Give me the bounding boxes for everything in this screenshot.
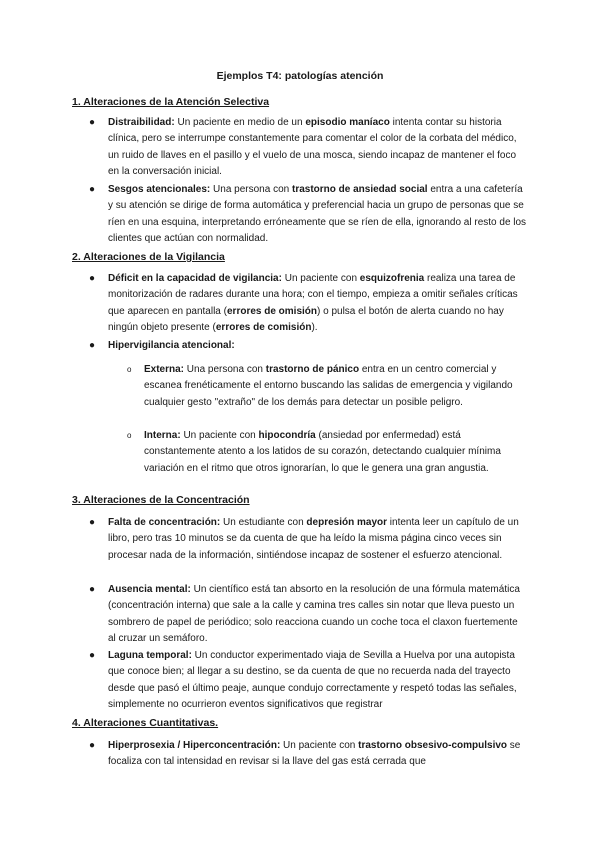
list-item-deficit-vigilancia: ● Déficit en la capacidad de vigilancia: Un paciente con esquizofrenia realiza una tarea de monitorización de radares durante una hora; con el tiempo, empieza a omitir señales críticas que aparecen en pantalla (errores de omisión) o pulsa el botón de alerta cuando no hay ningún objeto presente (errores de comisión).: [89, 273, 518, 334]
bullet-icon: ●: [89, 340, 96, 351]
bullet-icon: ●: [89, 117, 96, 128]
list-item-falta-concentracion: ● Falta de concentración: Un estudiante con depresión mayor intenta leer un capítulo de un libro, pero tras 10 minutos se da cuenta de que ha leído la misma página cinco veces sin procesar nada de la información, sintiéndose incapaz de sostener el esfuerzo atencional.: [89, 517, 519, 561]
bullet-icon: ●: [89, 184, 96, 195]
bullet-icon: ●: [89, 273, 96, 284]
sub-item-interna: o Interna: Un paciente con hipocondría (ansiedad por enfermedad) está constantemente atento a los latidos de su corazón, detectando cualquier mínima variación en el ritmo que otros ignorarían, lo que le genera una gran angustia.: [127, 430, 501, 474]
section-heading-4: 4. Alteraciones Cuantitativas.: [72, 717, 219, 729]
list-item-sesgos: ● Sesgos atencionales: Una persona con trastorno de ansiedad social entra a una cafetería y su atención se dirige de forma automática y preferencial hacia un grupo de personas que se ríen en una esquina, interpretando erróneamente que se ríen de ella, ignorando al resto de los clientes que actúan con normalidad.: [89, 184, 527, 245]
list-item-hiperprosexia: ● Hiperprosexia / Hiperconcentración: Un paciente con trastorno obsesivo-compulsivo se focaliza con tal intensidad en revisar si la llave del gas está cerrada que: [89, 740, 521, 768]
bullet-icon: ●: [89, 650, 96, 661]
list-item-ausencia-mental: ● Ausencia mental: Un científico está tan absorto en la resolución de una fórmula matemática (concentración interna) que sale a la calle y camina tres calles sin notar que lleva puesto un sombrero de papel de periódico; solo reacciona cuando un coche toca el claxon fuertemente al cruzar un semáforo.: [89, 584, 520, 645]
list-item-hipervigilancia: ● Hipervigilancia atencional:: [108, 338, 528, 354]
list-item-distraibilidad: ● Distraibilidad: Un paciente en medio de un episodio maníaco intenta contar su historia clínica, pero se interrumpe constantemente para comentar el color de la corbata del médico, un ruido de llaves en el pasillo y el vuelo de una mosca, siendo incapaz de mantener el foco en la conversación inicial.: [89, 117, 517, 178]
bullet-icon: ●: [89, 740, 96, 751]
bullet-icon: ●: [89, 517, 96, 528]
circle-bullet-icon: o: [127, 431, 132, 440]
bullet-icon: ●: [89, 584, 96, 595]
list-item-laguna-temporal: ● Laguna temporal: Un conductor experimentado viaja de Sevilla a Huelva por una autopista que conoce bien; al llegar a su destino, se da cuenta de que no recuerda nada del trayecto desde que pasó el último peaje, aunque condujo correctamente y respetó todas las señales, simplemente no ocurrieron eventos significativos que registrar: [89, 650, 517, 711]
sub-item-externa: o Externa: Una persona con trastorno de pánico entra en un centro comercial y escanea frenéticamente el entorno buscando las salidas de emergencia y vigilando cualquier gesto "extraño" de los demás para detectar un posible peligro.: [127, 364, 513, 408]
section-heading-3: 3. Alteraciones de la Concentración: [72, 494, 250, 506]
circle-bullet-icon: o: [127, 365, 132, 374]
section-heading-1: 1. Alteraciones de la Atención Selectiva: [72, 96, 270, 108]
page-title: Ejemplos T4: patologías atención: [216, 70, 384, 82]
section-heading-2: 2. Alteraciones de la Vigilancia: [72, 251, 225, 263]
